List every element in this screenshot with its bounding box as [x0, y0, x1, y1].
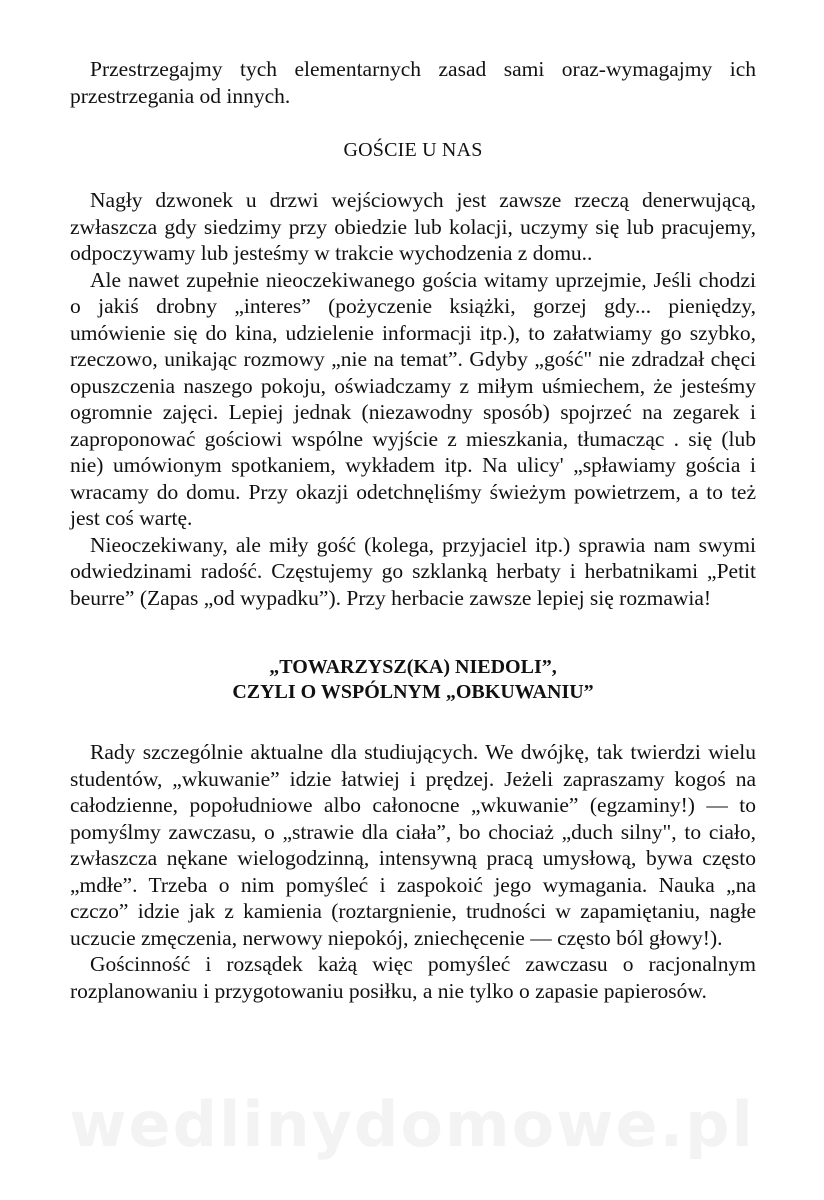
- section-heading-goscie: GOŚCIE U NAS: [343, 139, 483, 161]
- spacer: [70, 705, 756, 739]
- body-paragraph: Ale nawet zupełnie nieoczekiwanego gościa witamy uprzejmie, Jeśli chodzi o jakiś drobny „interes” (pożyczenie książki, gorzej gdy... pieniędzy, umówienie się do kina, udzielenie informacji itp.), to załatwiamy go szybko, rzeczowo, unikając rozmowy „nie na temat”. Gdyby „gość" nie zdradzał chęci opuszczenia naszego pokoju, oświadczamy z miłym uśmiechem, że jesteśmy ogromnie zajęci. Lepiej jednak (niezawodny sposób) spojrzeć na zegarek i zaproponować gościowi wspólne wyjście z mieszkania, tłumacząc . się (lub nie) umówionym spotkaniem, wykładem itp. Na ulicy' „spławiamy gościa i wracamy do domu. Przy okazji odetchnęliśmy świeżym powietrzem, a to też jest coś wartę.: [70, 267, 756, 530]
- section-heading-line: „TOWARZYSZ(KA) NIEDOLI”,: [269, 656, 557, 678]
- site-watermark: wedlinydomowe.pl: [69, 1088, 755, 1161]
- body-paragraph: Nagły dzwonek u drzwi wejściowych jest zawsze rzeczą denerwującą, zwłaszcza gdy siedzimy przy obiedzie lub kolacji, uczymy się lub pracujemy, odpoczywamy lub jesteśmy w trakcie wychodzenia z domu..: [70, 188, 756, 265]
- intro-paragraph: Przestrzegajmy tych elementarnych zasad sami oraz-wymagajmy ich przestrzegania od innych.: [70, 57, 756, 108]
- section-body-goscie: [70, 187, 756, 611]
- section-body-towarzysz: [70, 739, 756, 1004]
- spacer: [70, 163, 756, 187]
- body-paragraph: Gościnność i rozsądek każą więc pomyśleć zawczasu o racjonalnym rozplanowaniu i przygotowaniu posiłku, a nie tylko o zapasie papierosów.: [70, 952, 756, 1003]
- spacer: [70, 611, 756, 655]
- section-heading-line: CZYLI O WSPÓLNYM „OBKUWANIU”: [232, 681, 594, 703]
- body-paragraph: Nieoczekiwany, ale miły gość (kolega, przyjaciel itp.) sprawia nam swymi odwiedzinami radość. Częstujemy go szklanką herbaty i herbatnikami „Petit beurre” (Zapas „od wypadku”). Przy herbacie zawsze lepiej się rozmawia!: [70, 532, 756, 610]
- document-page: [70, 56, 756, 1004]
- spacer: [70, 109, 756, 137]
- section-heading-towarzysz: [70, 655, 756, 705]
- body-paragraph: Rady szczególnie aktualne dla studiujących. We dwójkę, tak twierdzi wielu studentów, „wkuwanie” idzie łatwiej i prędzej. Jeżeli zapraszamy kogoś na całodzienne, popołudniowe albo całonocne „wkuwanie” (egzaminy!) — to pomyślmy zawczasu, o „strawie dla ciała”, bo chociaż „duch silny", to ciało, zwłaszcza nękane wielogodzinną, intensywną pracą umysłową, bywa często „mdłe”. Trzeba o nim pomyśleć i zaspokoić jego wymagania. Nauka „na czczo” idzie jak z kamienia (roztargnienie, trudności w zapamiętaniu, nagłe uczucie zmęczenia, nerwowy niepokój, zniechęcenie — często ból głowy!).: [70, 740, 756, 950]
